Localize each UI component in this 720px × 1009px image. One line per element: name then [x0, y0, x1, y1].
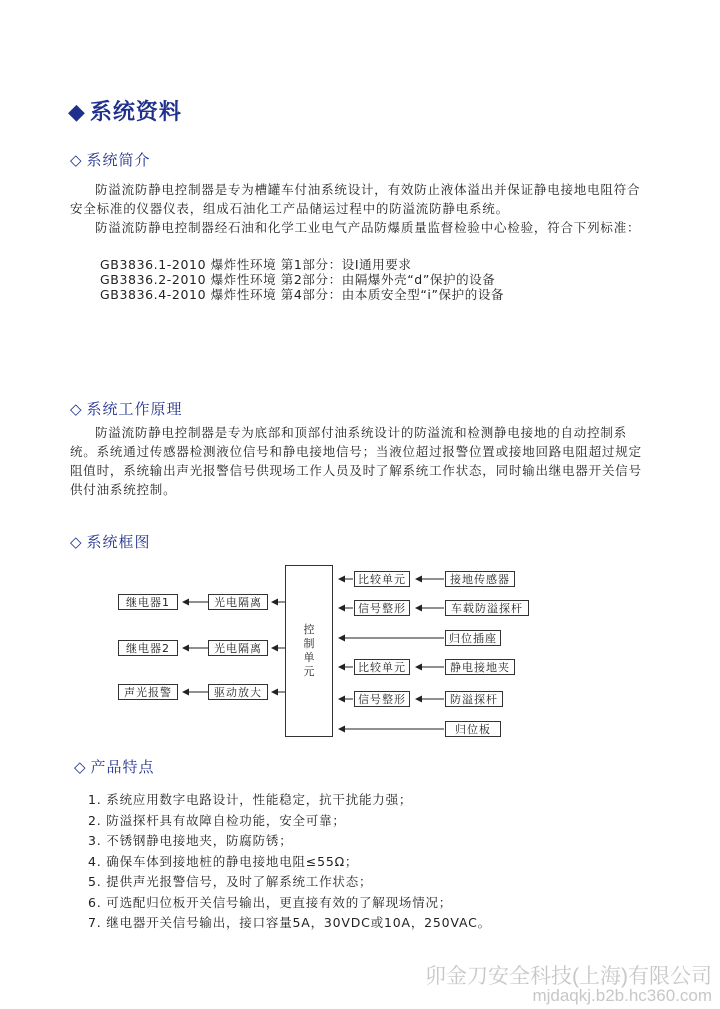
- diagram-box-compare1: 比较单元: [354, 571, 410, 587]
- diagram-box-alarm: 声光报警: [118, 684, 178, 700]
- watermark-url: mjdaqkj.b2b.hc360.com: [532, 986, 712, 1005]
- list-item: 5. 提供声光报警信号，及时了解系统工作状态；: [88, 874, 373, 889]
- intro-paragraph-1: 防溢流防静电控制器是专为槽罐车付油系统设计，有效防止液体溢出并保证静电接地电阻符合安全标准的仪器仪表，组成石油化工产品储运过程中的防溢流防静电系统。: [70, 182, 641, 216]
- diamond-outline-icon: ◇: [70, 400, 83, 418]
- diagram-box-ground-clamp: 静电接地夹: [445, 659, 515, 675]
- diagram-box-overfill-probe: 防溢探杆: [445, 691, 503, 707]
- diagram-box-shaping2: 信号整形: [354, 691, 410, 707]
- diamond-solid-icon: ◆: [68, 100, 86, 125]
- section-heading-text: 产品特点: [90, 758, 155, 776]
- section-heading-text: 系统工作原理: [86, 400, 183, 418]
- diamond-outline-icon: ◇: [74, 758, 87, 776]
- list-item: 3. 不锈钢静电接地夹，防腐防锈；: [88, 833, 293, 848]
- intro-paragraph-2: 防溢流防静电控制器经石油和化学工业电气产品防爆质量监督检验中心检验，符合下列标准：: [95, 220, 641, 235]
- diagram-box-compare2: 比较单元: [354, 659, 410, 675]
- diagram-box-relay2: 继电器2: [118, 640, 178, 656]
- standard-line: GB3836.4-2010 爆炸性环境 第4部分：由本质安全型“i”保护的设备: [100, 287, 505, 302]
- principle-paragraph: 防溢流防静电控制器是专为底部和顶部付油系统设计的防溢流和检测静电接地的自动控制系统。系统通过传感器检测液位信号和静电接地信号；当液位超过报警位置或接地回路电阻超过规定阻值时，系统输出声光报警信号供现场工作人员及时了解系统工作状态，同时输出继电器开关信号供付油系统控制。: [70, 425, 642, 497]
- diagram-box-return-socket: 归位插座: [445, 630, 501, 646]
- standard-line: GB3836.2-2010 爆炸性环境 第2部分：由隔爆外壳“d”保护的设备: [100, 272, 496, 287]
- list-item: 7. 继电器开关信号输出，接口容量5A，30VDC或10A，250VAC。: [88, 915, 491, 930]
- diagram-box-isolation1: 光电隔离: [208, 594, 268, 610]
- list-item: 2. 防溢探杆具有故障自检功能，安全可靠；: [88, 812, 346, 828]
- list-item: 4. 确保车体到接地桩的静电接地电阻≤55Ω；: [88, 853, 359, 869]
- diamond-outline-icon: ◇: [70, 151, 83, 169]
- diagram-box-driver: 驱动放大: [208, 684, 268, 700]
- list-item: 6. 可选配归位板开关信号输出，更直接有效的了解现场情况；: [88, 894, 453, 910]
- section-heading-text: 系统框图: [86, 533, 151, 551]
- diagram-box-truck-probe: 车载防溢探杆: [445, 600, 529, 616]
- list-item: 1. 系统应用数字电路设计，性能稳定，抗干扰能力强；: [88, 792, 413, 807]
- diagram-box-ground-sensor: 接地传感器: [445, 571, 515, 587]
- watermark-company: 卯金刀安全科技(上海)有限公司: [425, 965, 712, 988]
- diagram-box-isolation2: 光电隔离: [208, 640, 268, 656]
- diagram-box-relay1: 继电器1: [118, 594, 178, 610]
- control-unit-label: 控制单元: [303, 623, 315, 678]
- diagram-box-shaping1: 信号整形: [354, 600, 410, 616]
- section-heading-text: 系统简介: [86, 151, 151, 169]
- features-list: [88, 790, 491, 934]
- section-heading-features: [74, 756, 155, 777]
- page-title-text: 系统资料: [89, 100, 182, 125]
- standard-line: GB3836.1-2010 爆炸性环境 第1部分：设I通用要求: [100, 257, 412, 272]
- diamond-outline-icon: ◇: [70, 533, 83, 551]
- diagram-box-control-unit: [285, 565, 333, 737]
- diagram-box-return-plate: 归位板: [445, 721, 501, 737]
